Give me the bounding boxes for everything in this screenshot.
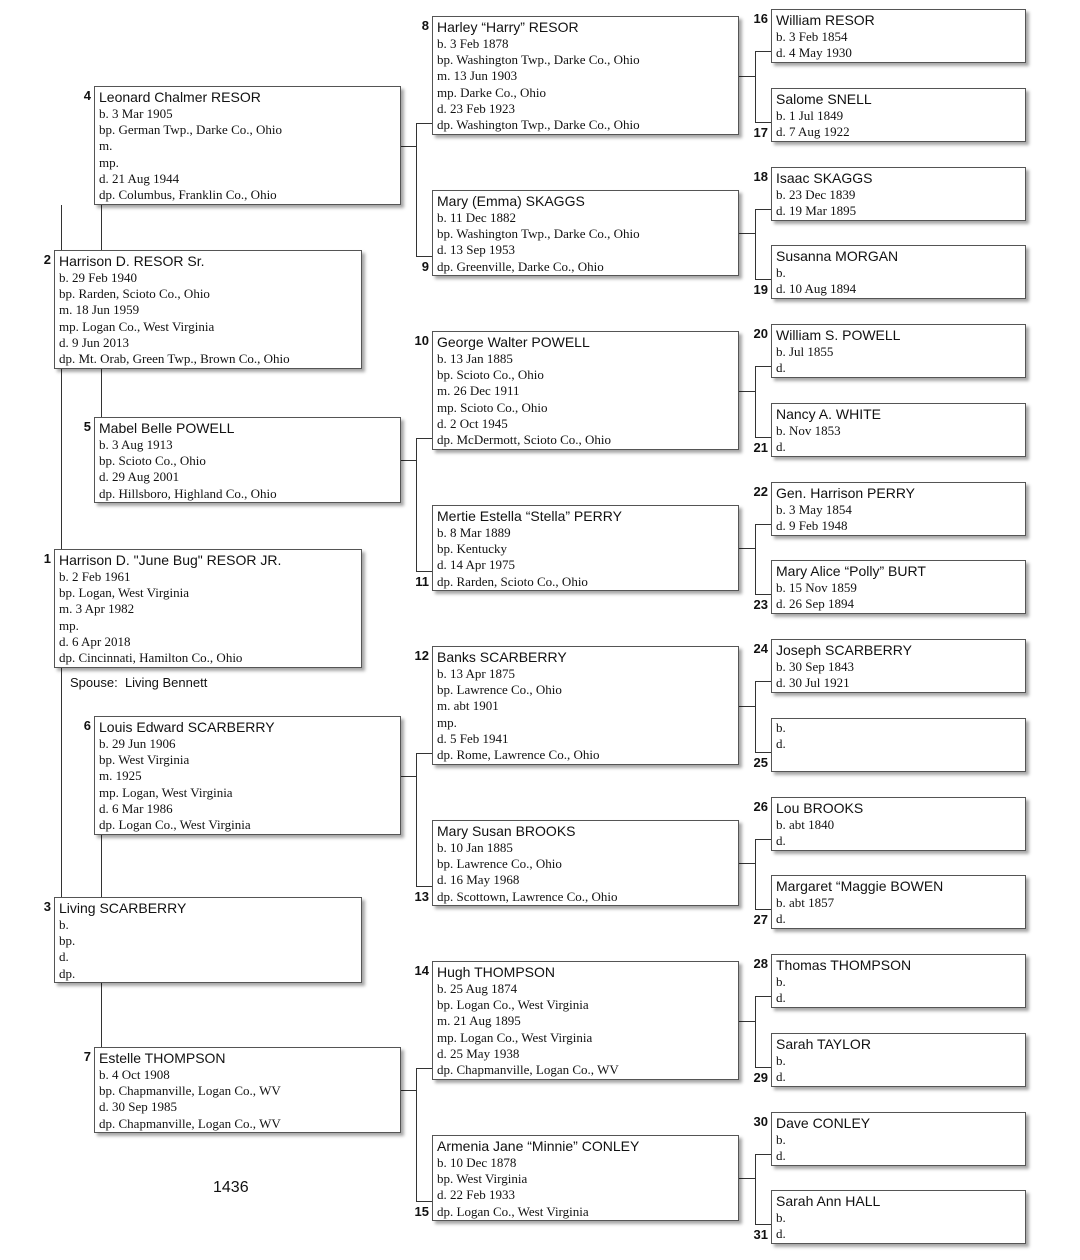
person-detail: bp. Washington Twp., Darke Co., Ohio bbox=[437, 52, 640, 68]
connector-line bbox=[401, 1090, 416, 1091]
person-name: Harrison D. "June Bug" RESOR JR. bbox=[59, 552, 282, 568]
person-number: 5 bbox=[83, 419, 91, 434]
person-number: 23 bbox=[753, 597, 768, 612]
connector-line bbox=[755, 279, 771, 280]
person-detail: d. bbox=[776, 833, 786, 849]
person-number: 11 bbox=[415, 574, 429, 589]
person-detail: b. abt 1857 bbox=[776, 895, 835, 910]
person-name: Sarah TAYLOR bbox=[776, 1036, 871, 1052]
spouse-label: Spouse: bbox=[70, 675, 118, 690]
connector-line bbox=[755, 1154, 771, 1155]
person-detail: dp. Columbus, Franklin Co., Ohio bbox=[99, 187, 277, 203]
person-detail: d. 21 Aug 1944 bbox=[99, 170, 180, 186]
person-name: Gen. Harrison PERRY bbox=[776, 485, 916, 501]
person-box-20 bbox=[771, 324, 1026, 378]
connector-line bbox=[416, 256, 432, 257]
person-box-12 bbox=[432, 646, 739, 765]
person-detail: m. 26 Dec 1911 bbox=[437, 383, 520, 399]
person-detail: d. 23 Feb 1923 bbox=[437, 100, 515, 116]
person-name: Living SCARBERRY bbox=[59, 900, 187, 916]
connector-line bbox=[739, 233, 755, 234]
person-detail: b. 15 Nov 1859 bbox=[776, 580, 857, 595]
person-box-7 bbox=[94, 1047, 401, 1133]
person-name: Mertie Estella “Stella” PERRY bbox=[437, 508, 622, 524]
connector-line bbox=[401, 776, 416, 777]
person-number: 28 bbox=[753, 956, 768, 971]
person-detail: mp. Scioto Co., Ohio bbox=[437, 399, 548, 415]
person-detail: m. 13 Jun 1903 bbox=[437, 68, 518, 84]
person-name: William RESOR bbox=[776, 12, 875, 28]
person-detail: mp. Logan Co., West Virginia bbox=[59, 318, 215, 334]
connector-line bbox=[739, 706, 755, 707]
connector-line bbox=[101, 835, 102, 897]
connector-line bbox=[416, 753, 417, 886]
person-number: 31 bbox=[753, 1227, 768, 1242]
person-detail: dp. bbox=[59, 965, 76, 981]
person-box-11 bbox=[432, 505, 739, 591]
spouse-name: Living Bennett bbox=[124, 675, 208, 690]
person-box-29 bbox=[771, 1033, 1026, 1087]
person-name: Harrison D. RESOR Sr. bbox=[59, 253, 205, 269]
person-detail: bp. Scioto Co., Ohio bbox=[99, 453, 206, 469]
person-detail: b. 3 Mar 1905 bbox=[99, 106, 173, 121]
connector-line bbox=[739, 1178, 755, 1179]
person-detail: dp. Rarden, Scioto Co., Ohio bbox=[437, 573, 588, 589]
connector-line bbox=[755, 594, 771, 595]
connector-line bbox=[61, 369, 62, 549]
connector-line bbox=[755, 209, 771, 210]
person-number: 12 bbox=[414, 648, 429, 663]
person-name: Salome SNELL bbox=[776, 91, 872, 107]
person-number: 15 bbox=[414, 1204, 429, 1219]
person-name: Mary Alice “Polly” BURT bbox=[776, 563, 926, 579]
person-detail: d. bbox=[776, 360, 786, 376]
person-detail: bp. Kentucky bbox=[437, 541, 508, 557]
connector-line bbox=[755, 996, 771, 997]
person-detail: b. 23 Dec 1839 bbox=[776, 187, 856, 202]
person-number: 21 bbox=[753, 440, 768, 455]
person-detail: b. abt 1840 bbox=[776, 817, 835, 832]
connector-line bbox=[401, 460, 416, 461]
person-detail: d. 30 Sep 1985 bbox=[99, 1099, 177, 1115]
person-detail: d. 13 Sep 1953 bbox=[437, 242, 515, 258]
person-detail: d. 25 May 1938 bbox=[437, 1045, 520, 1061]
person-detail: mp. Logan Co., West Virginia bbox=[437, 1029, 593, 1045]
person-detail: d. 26 Sep 1894 bbox=[776, 596, 854, 612]
person-name: Dave CONLEY bbox=[776, 1115, 871, 1131]
person-detail: b. 3 Feb 1878 bbox=[437, 36, 509, 51]
person-detail: bp. Lawrence Co., Ohio bbox=[437, 682, 562, 698]
person-detail: b. 11 Dec 1882 bbox=[437, 210, 516, 225]
person-number: 3 bbox=[43, 899, 51, 914]
connector-line bbox=[755, 524, 771, 525]
person-detail: b. bbox=[776, 1053, 786, 1068]
person-detail: d. 4 May 1930 bbox=[776, 45, 852, 61]
person-detail: d. bbox=[776, 1148, 786, 1164]
person-detail: dp. Greenville, Darke Co., Ohio bbox=[437, 258, 604, 274]
person-box-24 bbox=[771, 639, 1026, 693]
person-detail: b. Jul 1855 bbox=[776, 344, 834, 359]
person-detail: bp. Scioto Co., Ohio bbox=[437, 367, 544, 383]
person-detail: d. 10 Aug 1894 bbox=[776, 281, 857, 297]
connector-line bbox=[755, 366, 771, 367]
person-number: 6 bbox=[83, 718, 91, 733]
person-number: 19 bbox=[753, 282, 768, 297]
person-box-5 bbox=[94, 417, 401, 503]
person-box-19 bbox=[771, 245, 1026, 299]
person-detail: dp. Scottown, Lawrence Co., Ohio bbox=[437, 888, 618, 904]
connector-line bbox=[101, 369, 102, 417]
person-detail: dp. Rome, Lawrence Co., Ohio bbox=[437, 747, 600, 763]
person-name: Mabel Belle POWELL bbox=[99, 420, 235, 436]
person-detail: dp. Logan Co., West Virginia bbox=[437, 1203, 589, 1219]
person-number: 27 bbox=[753, 912, 768, 927]
connector-line bbox=[416, 1068, 432, 1069]
person-detail: dp. Chapmanville, Logan Co., WV bbox=[437, 1062, 619, 1078]
connector-line bbox=[755, 51, 771, 52]
connector-line bbox=[755, 437, 771, 438]
person-name: Joseph SCARBERRY bbox=[776, 642, 912, 658]
person-name: Mary Susan BROOKS bbox=[437, 823, 576, 839]
person-detail: mp. Logan, West Virginia bbox=[99, 784, 233, 800]
person-detail: b. 3 May 1854 bbox=[776, 502, 852, 517]
person-name: Lou BROOKS bbox=[776, 800, 864, 816]
person-detail: d. 7 Aug 1922 bbox=[776, 124, 850, 140]
person-box-21 bbox=[771, 403, 1026, 457]
person-number: 26 bbox=[753, 799, 768, 814]
connector-line bbox=[416, 123, 432, 124]
connector-line bbox=[739, 76, 755, 77]
connector-line bbox=[739, 548, 755, 549]
person-detail: b. 8 Mar 1889 bbox=[437, 525, 511, 540]
person-box-17 bbox=[771, 88, 1026, 142]
person-detail: d. bbox=[776, 736, 786, 752]
person-detail: b. 30 Sep 1843 bbox=[776, 659, 854, 674]
person-box-6 bbox=[94, 716, 401, 835]
person-detail: d. bbox=[776, 911, 786, 927]
person-detail: b. 3 Feb 1854 bbox=[776, 29, 848, 44]
person-detail: d. 9 Jun 2013 bbox=[59, 334, 130, 350]
person-name: Leonard Chalmer RESOR bbox=[99, 89, 261, 105]
person-name: George Walter POWELL bbox=[437, 334, 590, 350]
connector-line bbox=[416, 438, 417, 571]
person-detail: d. 9 Feb 1948 bbox=[776, 518, 848, 534]
person-detail: mp. bbox=[59, 617, 79, 633]
person-name: Banks SCARBERRY bbox=[437, 649, 567, 665]
person-detail: mp. bbox=[437, 714, 457, 730]
person-name: Susanna MORGAN bbox=[776, 248, 899, 264]
person-box-23 bbox=[771, 560, 1026, 614]
connector-line bbox=[416, 571, 432, 572]
person-detail: d. 6 Apr 2018 bbox=[59, 633, 131, 649]
person-detail: b. 4 Oct 1908 bbox=[99, 1067, 170, 1082]
person-number: 9 bbox=[421, 259, 429, 274]
person-detail: b. 29 Feb 1940 bbox=[59, 270, 137, 285]
person-box-14 bbox=[432, 961, 739, 1080]
connector-line bbox=[101, 983, 102, 1047]
person-box-22 bbox=[771, 482, 1026, 536]
person-detail: d. bbox=[59, 949, 69, 965]
person-detail: m. 1925 bbox=[99, 768, 142, 784]
person-detail: bp. Rarden, Scioto Co., Ohio bbox=[59, 286, 210, 302]
person-box-16 bbox=[771, 9, 1026, 63]
person-box-25 bbox=[771, 718, 1026, 772]
person-box-10 bbox=[432, 331, 739, 450]
connector-line bbox=[739, 391, 755, 392]
connector-line bbox=[416, 1068, 417, 1201]
person-detail: dp. Hillsboro, Highland Co., Ohio bbox=[99, 485, 277, 501]
person-name: William S. POWELL bbox=[776, 327, 901, 343]
person-detail: bp. West Virginia bbox=[437, 1171, 528, 1187]
person-detail: bp. Lawrence Co., Ohio bbox=[437, 856, 562, 872]
person-detail: d. bbox=[776, 990, 786, 1006]
connector-line bbox=[755, 1154, 756, 1224]
connector-line bbox=[755, 209, 756, 279]
person-detail: d. 19 Mar 1895 bbox=[776, 203, 857, 219]
person-number: 29 bbox=[753, 1070, 768, 1085]
person-detail: bp. Washington Twp., Darke Co., Ohio bbox=[437, 226, 640, 242]
connector-line bbox=[755, 681, 771, 682]
person-number: 25 bbox=[753, 755, 768, 770]
person-detail: bp. Chapmanville, Logan Co., WV bbox=[99, 1083, 281, 1099]
person-box-9 bbox=[432, 190, 739, 276]
connector-line bbox=[61, 205, 62, 250]
person-detail: b. 10 Jan 1885 bbox=[437, 840, 513, 855]
person-name: Louis Edward SCARBERRY bbox=[99, 719, 275, 735]
person-detail: b. 2 Feb 1961 bbox=[59, 569, 131, 584]
person-box-31 bbox=[771, 1190, 1026, 1244]
connector-line bbox=[755, 524, 756, 594]
connector-line bbox=[416, 123, 417, 256]
person-detail: d. bbox=[776, 1226, 786, 1242]
person-detail: b. 13 Apr 1875 bbox=[437, 666, 515, 681]
person-detail: m. abt 1901 bbox=[437, 698, 499, 714]
person-box-4 bbox=[94, 86, 401, 205]
connector-line bbox=[416, 438, 432, 439]
spouse-line bbox=[70, 675, 207, 690]
person-detail: d. 6 Mar 1986 bbox=[99, 800, 173, 816]
person-name: Thomas THOMPSON bbox=[776, 957, 912, 973]
connector-line bbox=[755, 1224, 771, 1225]
person-number: 17 bbox=[753, 125, 768, 140]
connector-line bbox=[755, 1067, 771, 1068]
connector-line bbox=[739, 1021, 755, 1022]
person-detail: b. 1 Jul 1849 bbox=[776, 108, 844, 123]
person-name: Margaret “Maggie BOWEN bbox=[776, 878, 944, 894]
person-detail: m. 3 Apr 1982 bbox=[59, 601, 135, 617]
person-detail: d. 29 Aug 2001 bbox=[99, 469, 180, 485]
person-detail: b. 25 Aug 1874 bbox=[437, 981, 518, 996]
connector-line bbox=[739, 863, 755, 864]
connector-line bbox=[401, 146, 416, 147]
person-detail: d. 22 Feb 1933 bbox=[437, 1187, 515, 1203]
connector-line bbox=[755, 122, 771, 123]
person-number: 4 bbox=[83, 88, 91, 103]
person-detail: m. bbox=[99, 138, 113, 154]
person-box-8 bbox=[432, 16, 739, 135]
connector-line bbox=[755, 909, 771, 910]
person-detail: b. 3 Aug 1913 bbox=[99, 437, 173, 452]
person-detail: b. bbox=[59, 917, 69, 932]
connector-line bbox=[755, 996, 756, 1067]
connector-line bbox=[755, 839, 756, 909]
person-detail: d. 2 Oct 1945 bbox=[437, 415, 508, 431]
person-detail: dp. Logan Co., West Virginia bbox=[99, 817, 251, 833]
person-detail: b. bbox=[776, 1210, 786, 1225]
person-number: 18 bbox=[753, 169, 768, 184]
person-detail: mp. Darke Co., Ohio bbox=[437, 84, 547, 100]
person-detail: d. 5 Feb 1941 bbox=[437, 730, 509, 746]
person-detail: dp. Washington Twp., Darke Co., Ohio bbox=[437, 117, 640, 133]
person-detail: b. bbox=[776, 1132, 786, 1147]
person-detail: dp. McDermott, Scioto Co., Ohio bbox=[437, 432, 612, 448]
connector-line bbox=[755, 366, 756, 437]
person-name: Isaac SKAGGS bbox=[776, 170, 873, 186]
person-number: 20 bbox=[753, 326, 768, 341]
person-name: Estelle THOMPSON bbox=[99, 1050, 226, 1066]
person-name: Hugh THOMPSON bbox=[437, 964, 555, 980]
person-detail: b. bbox=[776, 974, 786, 989]
person-detail: d. 16 May 1968 bbox=[437, 872, 520, 888]
person-name: Armenia Jane “Minnie” CONLEY bbox=[437, 1138, 640, 1154]
connector-line bbox=[101, 205, 102, 250]
person-box-15 bbox=[432, 1135, 739, 1221]
person-detail: dp. Cincinnati, Hamilton Co., Ohio bbox=[59, 650, 243, 666]
person-number: 8 bbox=[421, 18, 429, 33]
person-detail: b. 29 Jun 1906 bbox=[99, 736, 176, 751]
person-detail: d. bbox=[776, 439, 786, 455]
person-box-3 bbox=[54, 897, 362, 983]
person-box-28 bbox=[771, 954, 1026, 1008]
person-number: 14 bbox=[414, 963, 429, 978]
person-number: 22 bbox=[753, 484, 768, 499]
person-detail: b. 10 Dec 1878 bbox=[437, 1155, 517, 1170]
person-box-27 bbox=[771, 875, 1026, 929]
person-name: Harley “Harry” RESOR bbox=[437, 19, 579, 35]
connector-line bbox=[755, 839, 771, 840]
person-box-2 bbox=[54, 250, 362, 369]
person-box-1 bbox=[54, 549, 362, 668]
person-detail: mp. bbox=[99, 154, 119, 170]
person-box-26 bbox=[771, 797, 1026, 851]
connector-line bbox=[416, 753, 432, 754]
person-detail: bp. Logan Co., West Virginia bbox=[437, 997, 589, 1013]
person-number: 10 bbox=[414, 333, 429, 348]
page-number: 1436 bbox=[213, 1179, 249, 1196]
person-detail: d. 30 Jul 1921 bbox=[776, 675, 850, 691]
person-number: 7 bbox=[83, 1049, 91, 1064]
person-number: 30 bbox=[753, 1114, 768, 1129]
connector-line bbox=[755, 51, 756, 122]
person-number: 2 bbox=[43, 252, 51, 267]
person-detail: d. 14 Apr 1975 bbox=[437, 557, 515, 573]
person-number: 24 bbox=[753, 641, 768, 656]
person-detail: bp. German Twp., Darke Co., Ohio bbox=[99, 122, 282, 138]
connector-line bbox=[61, 668, 62, 897]
person-box-30 bbox=[771, 1112, 1026, 1166]
person-box-13 bbox=[432, 820, 739, 906]
person-detail: bp. Logan, West Virginia bbox=[59, 585, 189, 601]
connector-line bbox=[416, 1201, 432, 1202]
person-detail: b. bbox=[776, 720, 786, 735]
person-detail: b. 13 Jan 1885 bbox=[437, 351, 513, 366]
person-number: 16 bbox=[753, 11, 768, 26]
connector-line bbox=[416, 886, 432, 887]
person-name: Sarah Ann HALL bbox=[776, 1193, 881, 1209]
person-box-18 bbox=[771, 167, 1026, 221]
person-detail: dp. Mt. Orab, Green Twp., Brown Co., Ohio bbox=[59, 351, 290, 367]
connector-line bbox=[755, 752, 771, 753]
person-number: 13 bbox=[414, 889, 429, 904]
person-detail: m. 18 Jun 1959 bbox=[59, 302, 140, 318]
person-detail: b. Nov 1853 bbox=[776, 423, 841, 438]
person-detail: bp. bbox=[59, 933, 76, 949]
person-detail: bp. West Virginia bbox=[99, 752, 190, 768]
person-name: Nancy A. WHITE bbox=[776, 406, 882, 422]
connector-line bbox=[755, 681, 756, 752]
person-number: 1 bbox=[43, 551, 51, 566]
person-name: Mary (Emma) SKAGGS bbox=[437, 193, 585, 209]
person-detail: b. bbox=[776, 265, 786, 280]
person-detail: d. bbox=[776, 1069, 786, 1085]
person-detail: m. 21 Aug 1895 bbox=[437, 1013, 521, 1029]
person-detail: dp. Chapmanville, Logan Co., WV bbox=[99, 1115, 281, 1131]
